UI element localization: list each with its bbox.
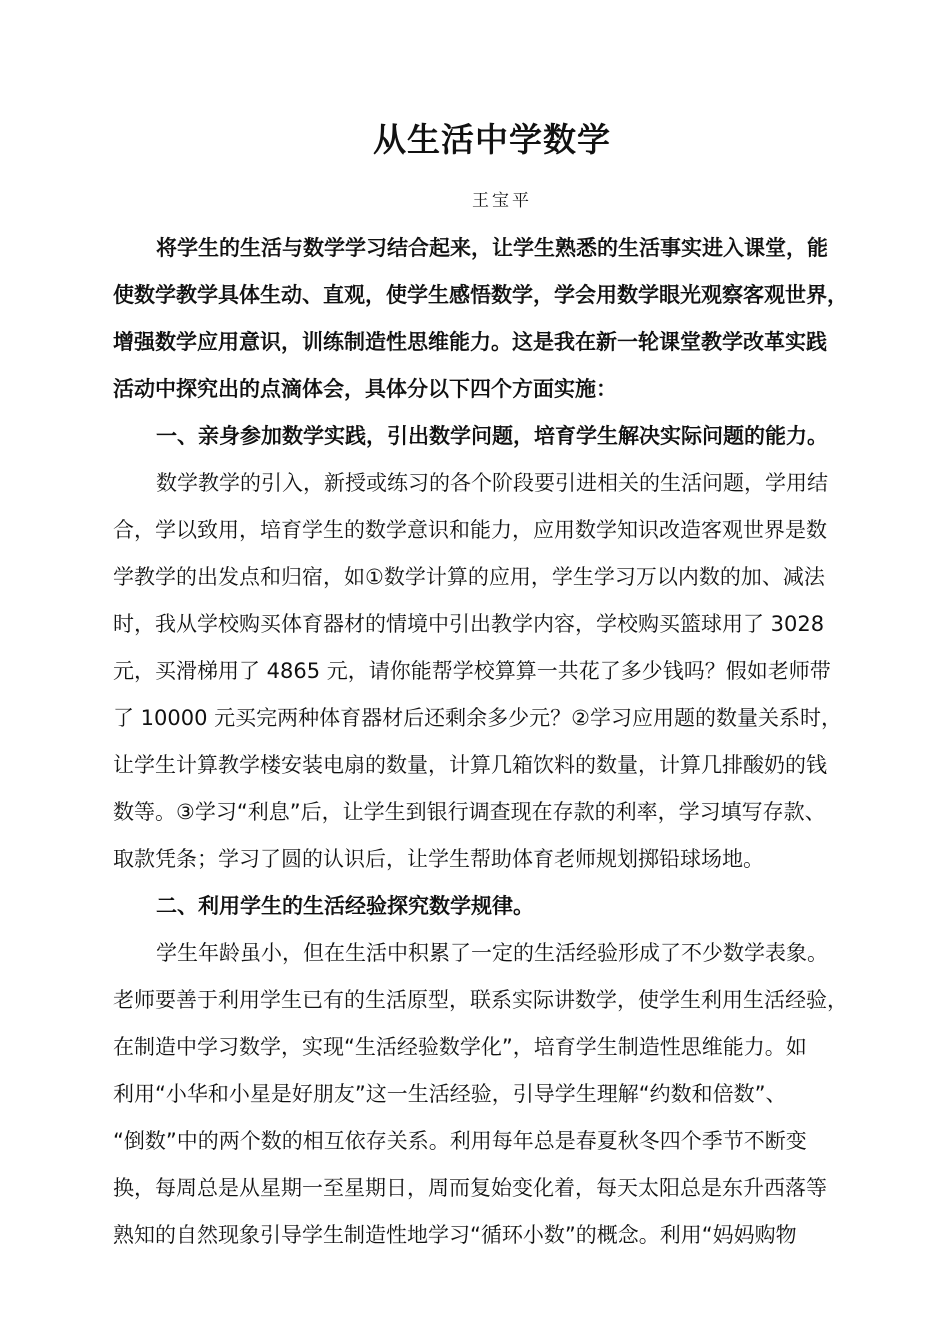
section2-line: 换，每周总是从星期一至星期日，周而复始变化着，每天太阳总是东升西落等 (113, 1176, 827, 1200)
section2-line: “倒数”中的两个数的相互依存关系。利用每年总是春夏秋冬四个季节不断变 (113, 1129, 807, 1153)
section2-line: 在制造中学习数学，实现“生活经验数学化”，培育学生制造性思维能力。如 (113, 1035, 807, 1059)
section1-line: 合，学以致用，培育学生的数学意识和能力，应用数学知识改造客观世界是数 (113, 518, 827, 542)
section2-line: 利用“小华和小星是好朋友”这一生活经验，引导学生理解“约数和倍数”、 (113, 1082, 787, 1106)
intro-line: 活动中探究出的点滴体会，具体分以下四个方面实施： (113, 377, 617, 401)
section1-line: 时，我从学校购买体育器材的情境中引出教学内容，学校购买篮球用了 3028 (113, 612, 825, 636)
intro-line: 将学生的生活与数学学习结合起来，让学生熟悉的生活事实进入课堂，能 (156, 236, 828, 260)
section1-line: 数等。③学习“利息”后，让学生到银行调查现在存款的利率，学习填写存款、 (113, 800, 826, 824)
section1-line: 元，买滑梯用了 4865 元，请你能帮学校算算一共花了多少钱吗？假如老师带 (113, 659, 831, 683)
section2-line: 老师要善于利用学生已有的生活原型，联系实际讲数学，使学生利用生活经验， (113, 988, 848, 1012)
section1-line: 学教学的出发点和归宿，如①数学计算的应用，学生学习万以内数的加、减法 (113, 565, 825, 589)
section1-line: 让学生计算教学楼安装电扇的数量，计算几箱饮料的数量，计算几排酸奶的钱 (113, 753, 827, 777)
intro-line: 使数学教学具体生动、直观，使学生感悟数学，学会用数学眼光观察客观世界， (113, 283, 848, 307)
section1-line: 数学教学的引入，新授或练习的各个阶段要引进相关的生活问题，学用结 (156, 471, 828, 495)
section-heading-1: 一、亲身参加数学实践，引出数学问题，培育学生解决实际问题的能力。 (156, 424, 828, 448)
intro-line: 增强数学应用意识，训练制造性思维能力。这是我在新一轮课堂教学改革实践 (113, 330, 827, 354)
section2-line: 学生年龄虽小，但在生活中积累了一定的生活经验形成了不少数学表象。 (156, 941, 828, 965)
page-title: 从生活中学数学 (373, 120, 611, 159)
article-body (113, 225, 877, 1259)
section1-line: 取款凭条；学习了圆的认识后，让学生帮助体育老师规划掷铅球场地。 (113, 847, 764, 871)
section-heading-2: 二、利用学生的生活经验探究数学规律。 (156, 894, 534, 918)
author-name: 王宝平 (472, 191, 532, 211)
section2-line: 熟知的自然现象引导学生制造性地学习“循环小数”的概念。利用“妈妈购物 (113, 1223, 797, 1247)
section1-line: 了 10000 元买完两种体育器材后还剩余多少元？②学习应用题的数量关系时， (113, 706, 842, 730)
